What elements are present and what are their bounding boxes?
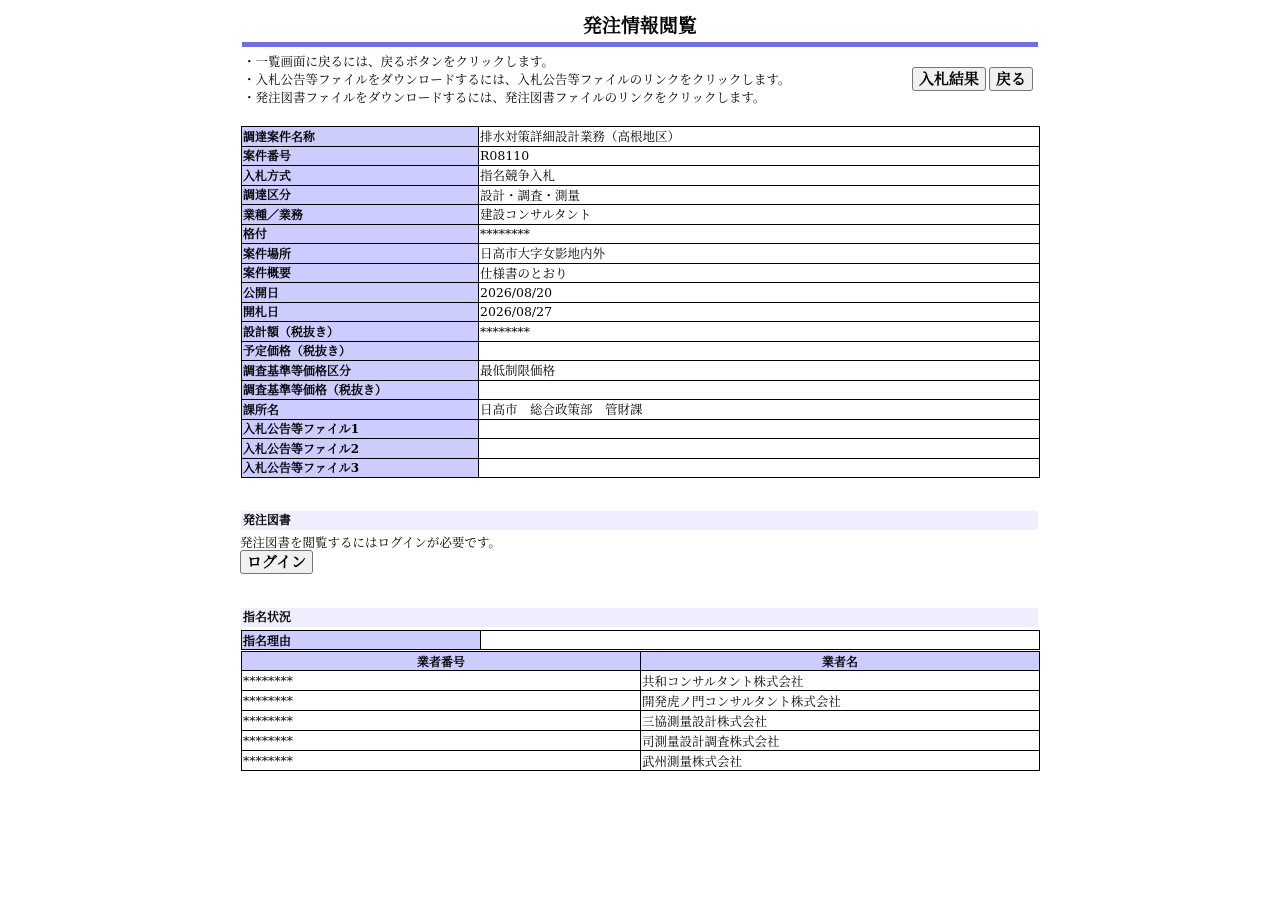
vendor-name: 共和コンサルタント株式会社 — [641, 671, 1040, 691]
bid-result-button[interactable]: 入札結果 — [912, 67, 986, 91]
detail-row — [242, 283, 1040, 303]
detail-row — [242, 205, 1040, 225]
detail-label: 開札日 — [242, 302, 479, 322]
detail-row — [242, 127, 1040, 147]
vendor-row — [242, 671, 1040, 691]
detail-value: ******** — [479, 224, 1040, 244]
order-details-table — [241, 126, 1040, 478]
vendor-number: ******** — [242, 671, 641, 691]
column-header-vendor-number: 業者番号 — [242, 652, 641, 671]
detail-label: 案件場所 — [242, 244, 479, 264]
detail-value: 設計・調査・測量 — [479, 185, 1040, 205]
detail-row — [242, 400, 1040, 420]
vendor-number: ******** — [242, 731, 641, 751]
detail-label: 入札公告等ファイル3 — [242, 458, 479, 478]
detail-value — [479, 419, 1040, 439]
back-button[interactable]: 戻る — [989, 67, 1033, 91]
detail-value: ******** — [479, 322, 1040, 342]
detail-value — [479, 439, 1040, 459]
instructions — [243, 53, 883, 107]
detail-value: 排水対策詳細設計業務（高根地区） — [479, 127, 1040, 147]
vendor-table-header — [242, 652, 1040, 671]
detail-row — [242, 361, 1040, 381]
detail-value: 最低制限価格 — [479, 361, 1040, 381]
vendor-row — [242, 731, 1040, 751]
detail-value: 指名競争入札 — [479, 166, 1040, 186]
detail-value — [479, 458, 1040, 478]
vendor-number: ******** — [242, 711, 641, 731]
detail-row — [242, 166, 1040, 186]
detail-value: 2026/08/20 — [479, 283, 1040, 303]
vendor-row — [242, 711, 1040, 731]
vendor-name: 開発虎ノ門コンサルタント株式会社 — [641, 691, 1040, 711]
detail-row — [242, 244, 1040, 264]
instruction-line: ・入札公告等ファイルをダウンロードするには、入札公告等ファイルのリンクをクリックします。 — [243, 72, 791, 87]
detail-label: 調達案件名称 — [242, 127, 479, 147]
nomination-reason-row — [242, 631, 1040, 650]
detail-row — [242, 322, 1040, 342]
detail-label: 入札方式 — [242, 166, 479, 186]
vendor-row — [242, 751, 1040, 771]
detail-label: 予定価格（税抜き） — [242, 341, 479, 361]
detail-row — [242, 146, 1040, 166]
detail-value: 仕様書のとおり — [479, 263, 1040, 283]
page-title: 発注情報閲覧 — [582, 15, 697, 37]
detail-value: 2026/08/27 — [479, 302, 1040, 322]
detail-value — [479, 341, 1040, 361]
detail-row — [242, 224, 1040, 244]
detail-label: 案件番号 — [242, 146, 479, 166]
detail-label: 公開日 — [242, 283, 479, 303]
detail-value: 建設コンサルタント — [479, 205, 1040, 225]
detail-label: 課所名 — [242, 400, 479, 420]
detail-row — [242, 458, 1040, 478]
detail-label: 入札公告等ファイル2 — [242, 439, 479, 459]
nomination-reason-table — [241, 630, 1040, 650]
detail-value: 日高市大字女影地内外 — [479, 244, 1040, 264]
detail-row — [242, 439, 1040, 459]
vendor-name: 武州測量株式会社 — [641, 751, 1040, 771]
instruction-line: ・発注図書ファイルをダウンロードするには、発注図書ファイルのリンクをクリックします。 — [243, 90, 766, 105]
detail-label: 調査基準等価格区分 — [242, 361, 479, 381]
detail-label: 調査基準等価格（税抜き） — [242, 380, 479, 400]
detail-value — [479, 380, 1040, 400]
vendor-name: 三協測量設計株式会社 — [641, 711, 1040, 731]
detail-label: 格付 — [242, 224, 479, 244]
login-required-note: 発注図書を閲覧するにはログインが必要です。 — [240, 535, 501, 550]
header-buttons — [912, 67, 1033, 91]
detail-row — [242, 302, 1040, 322]
instruction-line: ・一覧画面に戻るには、戻るボタンをクリックします。 — [243, 54, 555, 69]
login-button[interactable]: ログイン — [240, 550, 313, 574]
vendor-row — [242, 691, 1040, 711]
detail-row — [242, 263, 1040, 283]
detail-value: 日高市 総合政策部 管財課 — [479, 400, 1040, 420]
detail-row — [242, 380, 1040, 400]
vendor-number: ******** — [242, 751, 641, 771]
detail-label: 案件概要 — [242, 263, 479, 283]
nomination-section-heading: 指名状況 — [241, 608, 1038, 627]
detail-label: 設計額（税抜き） — [242, 322, 479, 342]
detail-value: R08110 — [479, 146, 1040, 166]
detail-row — [242, 419, 1040, 439]
detail-label: 入札公告等ファイル1 — [242, 419, 479, 439]
nomination-reason-label: 指名理由 — [242, 631, 481, 650]
title-divider — [242, 42, 1038, 47]
detail-label: 調達区分 — [242, 185, 479, 205]
vendor-name: 司測量設計調査株式会社 — [641, 731, 1040, 751]
detail-label: 業種／業務 — [242, 205, 479, 225]
vendor-number: ******** — [242, 691, 641, 711]
documents-section-heading: 発注図書 — [241, 511, 1038, 530]
detail-row — [242, 185, 1040, 205]
vendor-table — [241, 651, 1040, 771]
nomination-reason-value — [481, 631, 1040, 650]
detail-row — [242, 341, 1040, 361]
column-header-vendor-name: 業者名 — [641, 652, 1040, 671]
